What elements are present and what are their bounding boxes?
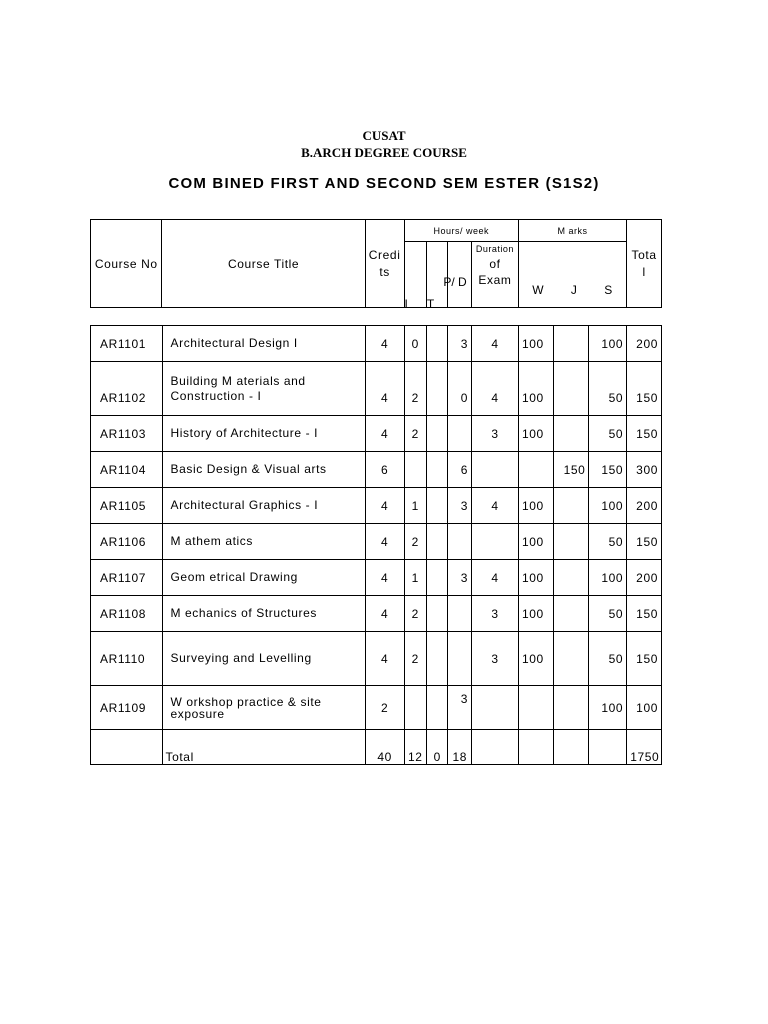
course-title-cell: Building M aterials and Construction - I [162, 362, 365, 416]
header-duration: Duration [471, 242, 518, 256]
header-j: J [570, 282, 578, 297]
total-cell: 300 [627, 452, 662, 488]
course-title-cell: History of Architecture - I [162, 416, 365, 452]
j-cell [553, 362, 589, 416]
duration-cell: 3 [471, 632, 518, 686]
university-name: CUSAT [362, 128, 406, 143]
w-cell: 100 [518, 596, 553, 632]
credits-cell: 4 [365, 362, 404, 416]
course-title-cell: M athem atics [162, 524, 365, 560]
l-cell: 0 [404, 326, 426, 362]
s-cell: 50 [589, 416, 627, 452]
t-cell [427, 560, 448, 596]
header-credits: Credi ts [365, 220, 404, 308]
table-row [91, 416, 662, 452]
header-w: W [532, 282, 545, 297]
t-cell [427, 524, 448, 560]
course-title-cell: M echanics of Structures [162, 596, 365, 632]
j-cell [553, 488, 589, 524]
t-cell [427, 362, 448, 416]
credits-cell: 4 [365, 416, 404, 452]
j-cell [553, 524, 589, 560]
course-table [90, 219, 662, 308]
s-cell: 150 [589, 452, 627, 488]
pd-cell: 3 [448, 686, 471, 730]
header-hours-week: Hours/ week [404, 220, 518, 242]
course-title-cell: W orkshop practice & site exposure [162, 686, 365, 730]
duration-cell: 3 [471, 596, 518, 632]
table-row [91, 452, 662, 488]
s-cell: 100 [589, 560, 627, 596]
t-cell [427, 686, 448, 730]
totals-l-cell: 12 [404, 730, 426, 765]
total-cell: 150 [627, 362, 662, 416]
total-cell: 150 [627, 632, 662, 686]
course-no-cell: AR1105 [91, 488, 163, 524]
duration-cell [471, 452, 518, 488]
j-cell [553, 596, 589, 632]
totals-blank-cell [518, 730, 553, 765]
course-title-cell: Architectural Design I [162, 326, 365, 362]
pd-cell: 6 [448, 452, 471, 488]
t-cell [427, 632, 448, 686]
duration-cell [471, 686, 518, 730]
l-cell: 2 [404, 632, 426, 686]
table-row [91, 326, 662, 362]
w-cell [518, 686, 553, 730]
course-title-cell: Surveying and Levelling [162, 632, 365, 686]
pd-cell [448, 632, 471, 686]
duration-cell [471, 524, 518, 560]
pd-cell [448, 416, 471, 452]
total-cell: 200 [627, 488, 662, 524]
semester-title: COM BINED FIRST AND SECOND SEM ESTER (S1S2) [168, 175, 600, 192]
l-cell: 1 [404, 560, 426, 596]
j-cell [553, 686, 589, 730]
course-no-cell: AR1107 [91, 560, 163, 596]
credits-cell: 4 [365, 326, 404, 362]
pd-cell [448, 596, 471, 632]
header-l: L [404, 297, 412, 311]
pd-cell: 3 [448, 488, 471, 524]
table-row [91, 362, 662, 416]
totals-total-cell: 1750 [627, 730, 662, 765]
course-no-cell: AR1106 [91, 524, 163, 560]
totals-blank-cell [471, 730, 518, 765]
total-cell: 150 [627, 596, 662, 632]
l-cell: 2 [404, 596, 426, 632]
credits-cell: 2 [365, 686, 404, 730]
total-cell: 150 [627, 416, 662, 452]
duration-cell: 4 [471, 326, 518, 362]
j-cell [553, 416, 589, 452]
header-s: S [604, 282, 613, 297]
table-row [91, 560, 662, 596]
course-no-cell: AR1102 [91, 362, 163, 416]
course-rows-table [90, 325, 662, 765]
s-cell: 100 [589, 488, 627, 524]
j-cell [553, 632, 589, 686]
duration-cell: 4 [471, 560, 518, 596]
table-row [91, 488, 662, 524]
t-cell [427, 416, 448, 452]
credits-cell: 4 [365, 632, 404, 686]
credits-cell: 6 [365, 452, 404, 488]
s-cell: 50 [589, 596, 627, 632]
total-cell: 100 [627, 686, 662, 730]
totals-t-cell: 0 [427, 730, 448, 765]
course-title-cell: Basic Design & Visual arts [162, 452, 365, 488]
course-no-cell: AR1110 [91, 632, 163, 686]
totals-blank-cell [589, 730, 627, 765]
t-cell [427, 326, 448, 362]
course-name: B.ARCH DEGREE COURSE [301, 145, 467, 160]
header-course-title: Course Title [162, 220, 365, 308]
w-cell: 100 [518, 560, 553, 596]
course-no-cell: AR1108 [91, 596, 163, 632]
l-cell [404, 686, 426, 730]
j-cell [553, 560, 589, 596]
header-pd: P/ D [443, 275, 467, 289]
course-no-cell: AR1101 [91, 326, 163, 362]
table-row [91, 596, 662, 632]
total-cell: 200 [627, 560, 662, 596]
s-cell: 50 [589, 632, 627, 686]
pd-cell: 0 [448, 362, 471, 416]
header-t: T [426, 297, 435, 311]
l-cell: 2 [404, 524, 426, 560]
pd-cell: 3 [448, 326, 471, 362]
table-row [91, 632, 662, 686]
l-cell [404, 452, 426, 488]
table-row [91, 524, 662, 560]
j-cell [553, 326, 589, 362]
credits-cell: 4 [365, 524, 404, 560]
l-cell: 2 [404, 362, 426, 416]
w-cell: 100 [518, 632, 553, 686]
pd-cell [448, 524, 471, 560]
t-cell [427, 488, 448, 524]
totals-blank-cell [553, 730, 589, 765]
credits-cell: 4 [365, 596, 404, 632]
s-cell: 50 [589, 362, 627, 416]
l-cell: 1 [404, 488, 426, 524]
duration-cell: 3 [471, 416, 518, 452]
course-no-cell: AR1104 [91, 452, 163, 488]
totals-credits-cell: 40 [365, 730, 404, 765]
t-cell [427, 596, 448, 632]
total-cell: 150 [627, 524, 662, 560]
credits-cell: 4 [365, 488, 404, 524]
pd-cell: 3 [448, 560, 471, 596]
header-marks: M arks [518, 220, 626, 242]
totals-blank-cell [91, 730, 163, 765]
totals-label-cell: Total [162, 730, 365, 765]
totals-pd-cell: 18 [448, 730, 471, 765]
header-total: Tota l [627, 220, 662, 308]
course-no-cell: AR1109 [91, 686, 163, 730]
table-row [91, 686, 662, 730]
w-cell [518, 452, 553, 488]
course-title-cell: Architectural Graphics - I [162, 488, 365, 524]
duration-cell: 4 [471, 362, 518, 416]
totals-row [91, 730, 662, 765]
w-cell: 100 [518, 524, 553, 560]
s-cell: 100 [589, 686, 627, 730]
s-cell: 100 [589, 326, 627, 362]
j-cell: 150 [553, 452, 589, 488]
duration-cell: 4 [471, 488, 518, 524]
l-cell: 2 [404, 416, 426, 452]
course-no-cell: AR1103 [91, 416, 163, 452]
w-cell: 100 [518, 362, 553, 416]
t-cell [427, 452, 448, 488]
credits-cell: 4 [365, 560, 404, 596]
w-cell: 100 [518, 416, 553, 452]
s-cell: 50 [589, 524, 627, 560]
course-title-cell: Geom etrical Drawing [162, 560, 365, 596]
total-cell: 200 [627, 326, 662, 362]
w-cell: 100 [518, 326, 553, 362]
header-of-exam: of Exam [471, 256, 518, 308]
header-course-no: Course No [91, 220, 162, 308]
w-cell: 100 [518, 488, 553, 524]
